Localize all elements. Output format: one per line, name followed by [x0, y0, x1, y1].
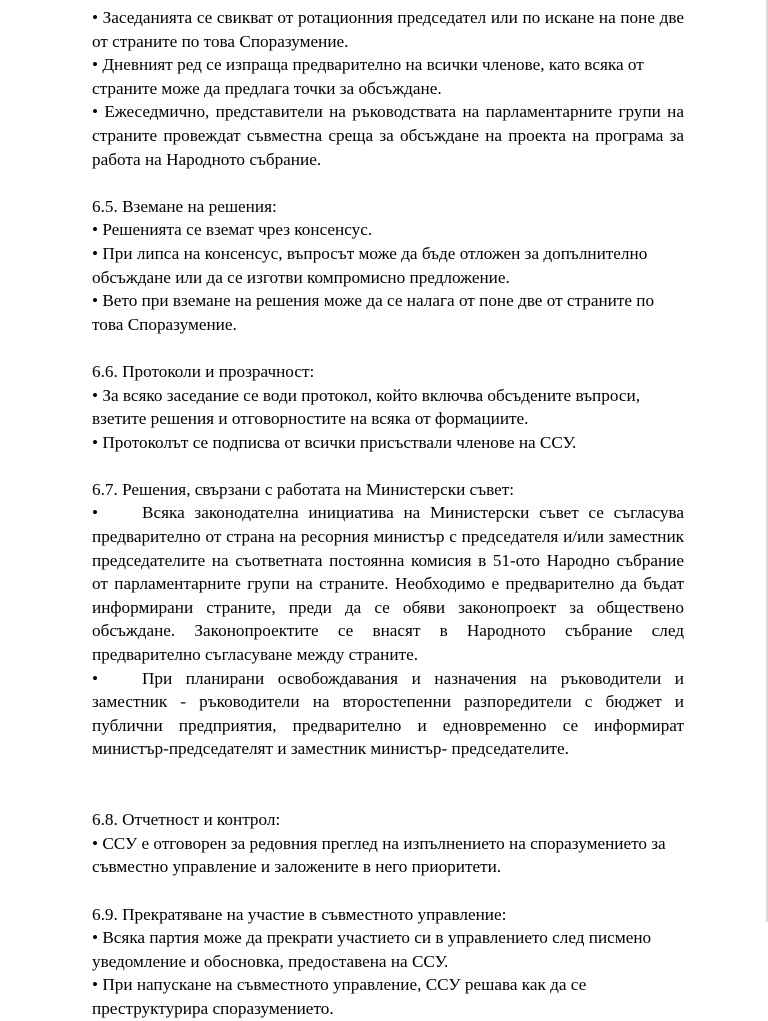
bullet-text: Решенията се вземат чрез консенсус.	[102, 220, 373, 240]
spacer	[92, 761, 684, 808]
bullet-text: ССУ е отговорен за редовния преглед на изпълнението на споразумението за съвместно управление и заложените в него приоритети.	[92, 833, 666, 877]
bullet-text: При напускане на съвместното управление, ССУ решава как да се преструктурира споразумението.	[92, 975, 587, 1018]
bullet-symbol: •	[92, 102, 99, 122]
bullet-symbol: •	[92, 432, 99, 452]
bullet-text: Всяка партия може да прекрати участието си в управлението след писмено уведомление и обосновка, предоставена на ССУ.	[92, 928, 652, 971]
bullet-symbol: •	[92, 668, 99, 688]
bullet-item	[92, 431, 684, 455]
spacer	[92, 879, 684, 903]
spacer	[92, 454, 684, 478]
bullet-symbol: •	[92, 55, 99, 75]
bullet-text: Вето при вземане на решения може да се налага от поне две от страните по това Споразумение.	[92, 291, 655, 334]
bullet-symbol: •	[92, 243, 99, 263]
section-heading: 6.5. Вземане на решения:	[92, 196, 277, 216]
bullet-text: Заседанията се свикват от ротационния председател или по искане на поне две от страните по това Споразумение.	[92, 8, 684, 51]
bullet-text: Протоколът се подписва от всички присъствали членове на ССУ.	[102, 432, 577, 452]
bullet-text: Дневният ред се изпраща предварително на всички членове, като всяка от страните може да предлага точки за обсъждане.	[92, 55, 644, 98]
bullet-item	[92, 242, 684, 289]
bullet-symbol: •	[92, 503, 99, 523]
spacer	[92, 171, 684, 195]
section-heading: 6.9. Прекратяване на участие в съвместното управление:	[92, 904, 507, 924]
bullet-text: Ежеседмично, представители на ръководствата на парламентарните групи на страните провеждат съвместна среща за обсъждане на проекта на програма за работа на Народното събрание.	[92, 102, 684, 169]
bullet-item	[92, 53, 684, 100]
bullet-item	[92, 926, 684, 973]
bullet-symbol: •	[92, 385, 99, 405]
bullet-text: За всяко заседание се води протокол, който включва обсъдените въпроси, взетите решения и отговорностите на всяка от формациите.	[92, 385, 640, 429]
bullet-symbol: •	[92, 8, 99, 27]
bullet-item	[92, 100, 684, 171]
bullet-item	[92, 501, 684, 666]
bullet-text: При липса на консенсус, въпросът може да бъде отложен за допълнително обсъждане или да се изготви компромисно предложение.	[92, 243, 648, 287]
bullet-item	[92, 6, 684, 53]
bullet-symbol: •	[92, 975, 99, 995]
bullet-symbol: •	[92, 291, 99, 311]
section-heading: 6.6. Протоколи и прозрачност:	[92, 361, 315, 381]
bullet-item	[92, 832, 684, 879]
spacer	[92, 336, 684, 360]
bullet-text: Всяка законодателна инициатива на Министерски съвет се съгласува предварително от страна на ресорния министър с председателя и/или заместник председателите на съответната постоянна комисия в 51-ото Народно събрание от парламентарните групи на страните. Необходимо е предварително да бъдат информирани страните, преди да се обяви законопроект за обществено обсъждане. Законопроектите се внасят в Народното събрание след предварително съгласуване между страните.	[92, 503, 684, 665]
section-heading: 6.8. Отчетност и контрол:	[92, 810, 281, 830]
bullet-symbol: •	[92, 220, 99, 240]
bullet-item	[92, 667, 684, 761]
bullet-item	[92, 973, 684, 1020]
bullet-item	[92, 384, 684, 431]
bullet-text: При планирани освобождавания и назначения на ръководители и заместник - ръководители на второстепенни разпоредители с бюджет и публични предприятия, предварително и едновременно се информират министър-председателят и заместник министър- председателите.	[92, 668, 684, 759]
bullet-symbol: •	[92, 928, 99, 948]
bullet-item	[92, 289, 684, 336]
section-heading: 6.7. Решения, свързани с работата на Министерски съвет:	[92, 479, 515, 499]
document-body	[92, 6, 684, 1021]
bullet-item	[92, 218, 684, 242]
bullet-symbol: •	[92, 833, 99, 853]
